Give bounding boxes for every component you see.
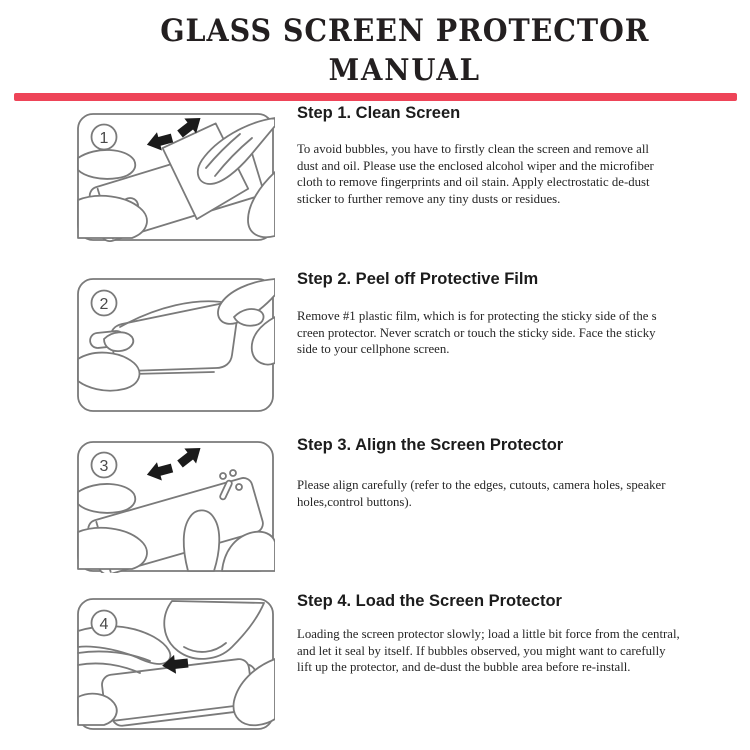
text-line: side to your cellphone screen. [297,342,450,356]
sensor-hole-drawing [236,484,242,490]
align-protector-illustration [76,440,275,573]
step-number: 3 [99,458,109,475]
step-number: 2 [99,296,109,313]
step-4-text [297,626,750,676]
step-4-heading: Step 4. Load the Screen Protector [297,592,562,610]
step-2-text [297,308,750,358]
text-line: dust and oil. Please use the enclosed alcohol wiper and the microfiber [297,158,654,173]
step-3-heading: Step 3. Align the Screen Protector [297,436,564,454]
step-number: 4 [99,616,109,633]
text-line: Loading the screen protector slowly; load a little bit force from the central, [297,627,680,641]
text-line: sticker to further remove any tiny dusts or residues. [297,191,561,206]
camera-hole-drawing [230,470,236,476]
text-line: To avoid bubbles, you have to firstly clean the screen and remove all [297,142,649,156]
step-1-text [297,141,750,207]
clean-screen-illustration [76,112,275,242]
text-line: lift up the protector, and de-dust the bubble area before re-install. [297,660,631,674]
left-thumb-drawing [78,484,135,513]
page-title [60,10,750,90]
load-protector-illustration [76,597,275,731]
title-line1 [60,10,750,52]
step-number: 1 [99,130,109,147]
divider-line [14,93,737,101]
pressing-finger-drawing [184,510,220,571]
left-thumb-drawing [104,332,133,351]
text-line: cloth to remove fingerprints and oil stain. Apply electrostatic de-dust [297,175,650,189]
text-line: holes,control buttons). [297,494,412,509]
title-line2-text: MANUAL [328,53,482,88]
step-1-heading: Step 1. Clean Screen [297,104,461,122]
step-2-heading: Step 2. Peel off Protective Film [297,270,539,288]
text-line: Please align carefully (refer to the edges, cutouts, camera holes, speaker [297,478,666,492]
title-line1-text: GLASS SCREEN PROTECTOR [160,13,650,49]
text-line: Remove #1 plastic film, which is for protecting the sticky side of the s [297,309,657,323]
text-line: and let it seal by itself. If bubbles observed, you might want to carefully [297,643,666,658]
left-thumb-drawing [78,150,135,179]
peel-film-illustration [76,277,275,413]
title-line2 [60,52,750,90]
camera-hole-drawing [220,473,226,479]
step-3-text [297,477,750,510]
text-line: creen protector. Never scratch or touch the sticky side. Face the sticky [297,325,656,340]
